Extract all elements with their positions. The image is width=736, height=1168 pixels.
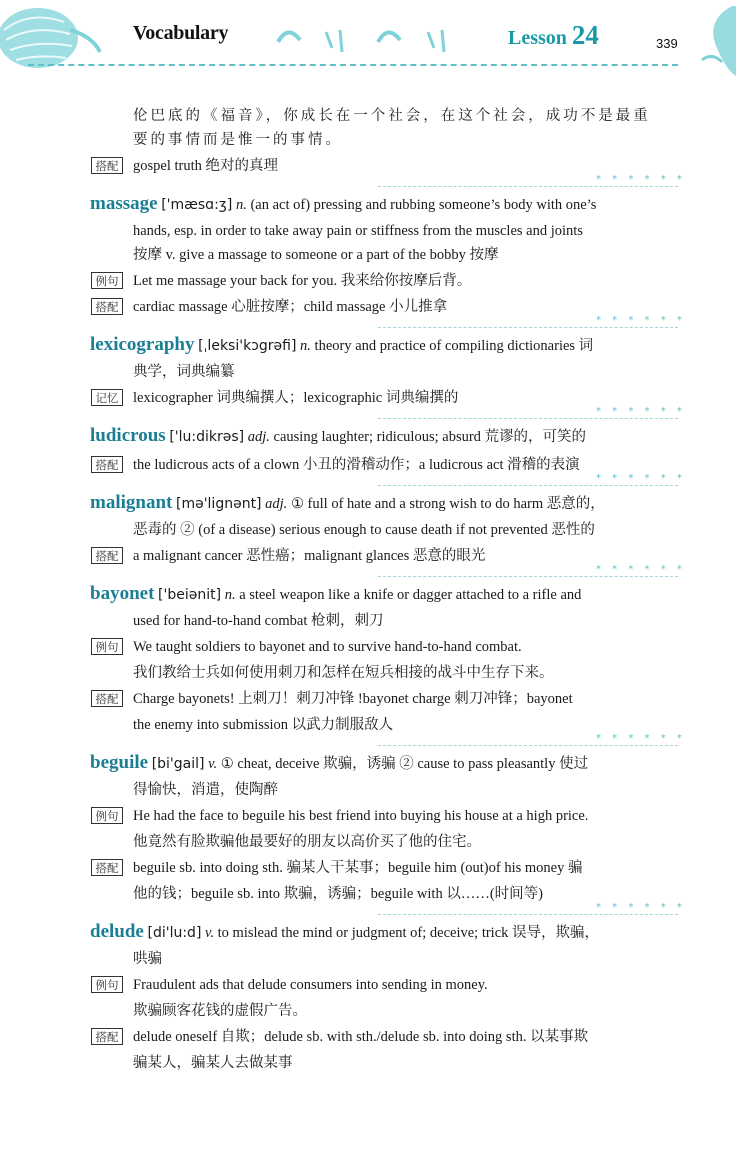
tag-badge: 记忆 [91, 389, 123, 406]
headword: massage [90, 193, 158, 214]
entry-separator [0, 176, 736, 192]
definition-text: theory and practice of compiling dictionaries 词 [314, 338, 594, 354]
example-row [0, 806, 736, 826]
dictionary-entry [0, 192, 736, 317]
tag-badge: 搭配 [91, 859, 123, 876]
entry-separator [0, 904, 736, 920]
entry-headline [0, 333, 736, 358]
entry-headline [0, 582, 736, 607]
headword: delude [90, 921, 144, 942]
definition-text: causing laughter; ridiculous; absurd 荒谬的，可笑的 [273, 429, 587, 445]
example-text: He had the face to beguile his best friend into buying his house at a high price. [133, 808, 589, 824]
entry-headline [0, 491, 736, 516]
entry-headline [0, 192, 736, 217]
dictionary-entry [0, 491, 736, 566]
header-divider [28, 64, 678, 66]
tag-badge: 搭配 [91, 1028, 123, 1045]
collocation-text: gospel truth 绝对的真理 [133, 158, 278, 174]
definition-text: a steel weapon like a knife or dagger attached to a rifle and [239, 587, 582, 603]
separator-rule [378, 418, 678, 419]
separator-rule [378, 485, 678, 486]
pronunciation: ['lu:dikrəs] [169, 429, 245, 445]
example-text: a malignant cancer 恶性癌；malignant glances 恶意的眼光 [133, 548, 486, 564]
tag-badge: 搭配 [91, 456, 123, 473]
example-row [0, 1027, 736, 1047]
pronunciation: [di'lu:d] [147, 925, 202, 941]
lesson-number: 24 [571, 20, 599, 50]
example-text: beguile sb. into doing sth. 骗某人干某事；beguile him (out)of his money 骗 [133, 860, 583, 876]
separator-stars: * * * * * * [596, 406, 686, 417]
part-of-speech: n. [235, 197, 247, 213]
example-row [0, 637, 736, 657]
wave-decoration-icon [270, 18, 470, 58]
definition-line: used for hand-to-hand combat 枪刺，刺刀 [133, 613, 384, 629]
example-text: Let me massage your back for you. 我来给你按摩后背。 [133, 273, 472, 289]
tag-badge: 例句 [91, 807, 123, 824]
separator-stars: * * * * * * [596, 902, 686, 913]
tag-badge: 搭配 [91, 298, 123, 315]
tag-badge: 搭配 [91, 547, 123, 564]
separator-rule [378, 745, 678, 746]
part-of-speech: v. [205, 925, 215, 941]
example-continuation [0, 1001, 736, 1021]
pronunciation: [ˌleksi'kɔgrəfi] [198, 338, 297, 354]
example-text: 他竟然有脸欺骗他最要好的朋友以高价买了他的住宅。 [133, 834, 481, 850]
dictionary-entry [0, 424, 736, 475]
definition-text: ① full of hate and a strong wish to do harm 恶意的， [290, 496, 605, 512]
tag-badge: 例句 [91, 638, 123, 655]
example-text: 他的钱；beguile sb. into 欺骗，诱骗；beguile with 以……(时间等) [133, 886, 543, 902]
definition-line: 恶毒的 ② (of a disease) serious enough to cause death if not prevented 恶性的 [133, 522, 595, 538]
collocation-row [0, 156, 736, 176]
entry-separator [0, 408, 736, 424]
entry-headline [0, 751, 736, 776]
headword: beguile [90, 752, 149, 773]
example-row [0, 689, 736, 709]
pronunciation: ['beiənit] [158, 587, 222, 603]
page-number: 339 [656, 36, 678, 51]
definition-line: hands, esp. in order to take away pain or stiffness from the muscles and joints [133, 223, 583, 239]
part-of-speech: n. [300, 338, 311, 354]
definition-text: to mislead the mind or judgment of; deceive; trick 误导，欺骗， [217, 925, 600, 941]
example-text: We taught soldiers to bayonet and to survive hand-to-hand combat. [133, 639, 522, 655]
dictionary-entry [0, 582, 736, 735]
tag-badge: 例句 [91, 976, 123, 993]
pronunciation: [bi'gail] [151, 756, 205, 772]
example-row [0, 388, 736, 408]
definition-text: ① cheat, deceive 欺骗，诱骗 ② cause to pass pleasantly 使过 [220, 756, 589, 772]
dictionary-entry [0, 751, 736, 904]
dictionary-entry [0, 333, 736, 408]
headword: bayonet [90, 583, 155, 604]
separator-rule [378, 576, 678, 577]
definition-line: 典学，词典编纂 [133, 364, 235, 380]
separator-rule [378, 186, 678, 187]
intro-line: 要的事情而是惟一的事情。 [133, 132, 343, 148]
separator-stars: * * * * * * [596, 733, 686, 744]
example-text: the ludicrous acts of a clown 小丑的滑稽动作；a ludicrous act 滑稽的表演 [133, 457, 580, 473]
separator-rule [378, 914, 678, 915]
example-row [0, 546, 736, 566]
example-text: 我们教给士兵如何使用刺刀和怎样在短兵相接的战斗中生存下来。 [133, 665, 554, 681]
leaf-decoration-icon [676, 0, 736, 80]
example-text: lexicographer 词典编撰人；lexicographic 词典编撰的 [133, 390, 459, 406]
example-text: cardiac massage 心脏按摩；child massage 小儿推拿 [133, 299, 448, 315]
entry-headline [0, 424, 736, 449]
example-row [0, 975, 736, 995]
entry-separator [0, 735, 736, 751]
lesson-title [508, 20, 599, 51]
entry-separator [0, 475, 736, 491]
example-row [0, 858, 736, 878]
example-text: 欺骗顾客花钱的虚假广告。 [133, 1003, 307, 1019]
tag-badge: 搭配 [91, 157, 123, 174]
page-header [0, 0, 736, 90]
entry-headline [0, 920, 736, 945]
headword: malignant [90, 492, 173, 513]
separator-stars: * * * * * * [596, 315, 686, 326]
example-text: 骗某人，骗某人去做某事 [133, 1055, 293, 1071]
example-continuation [0, 663, 736, 683]
example-continuation [0, 832, 736, 852]
headword: lexicography [90, 334, 195, 355]
headword: ludicrous [90, 425, 166, 446]
example-text: delude oneself 自欺；delude sb. with sth./delude sb. into doing sth. 以某事欺 [133, 1029, 589, 1045]
tag-badge: 例句 [91, 272, 123, 289]
definition-line: 哄骗 [133, 951, 162, 967]
example-row [0, 455, 736, 475]
separator-stars: * * * * * * [596, 473, 686, 484]
vocabulary-list [0, 106, 736, 1073]
example-continuation [0, 884, 736, 904]
example-row [0, 271, 736, 291]
part-of-speech: n. [224, 587, 236, 603]
example-row [0, 297, 736, 317]
separator-stars: * * * * * * [596, 564, 686, 575]
example-continuation [0, 715, 736, 735]
shell-decoration-icon [0, 0, 110, 80]
separator-rule [378, 327, 678, 328]
entry-separator [0, 317, 736, 333]
intro-line: 伦巴底的《福音》，你成长在一个社会，在这个社会，成功不是最重 [133, 108, 651, 124]
separator-stars: * * * * * * [596, 174, 686, 185]
definition-line: 按摩 v. give a massage to someone or a part of the bobby 按摩 [133, 247, 499, 263]
entry-separator [0, 566, 736, 582]
part-of-speech: adj. [247, 429, 270, 445]
pronunciation: ['mæsɑ:ʒ] [161, 197, 233, 213]
example-text: Fraudulent ads that delude consumers into sending in money. [133, 977, 488, 993]
example-text: Charge bayonets! 上刺刀！刺刀冲锋 !bayonet charge 刺刀冲锋；bayonet [133, 691, 573, 707]
example-text: the enemy into submission 以武力制服敌人 [133, 717, 394, 733]
definition-text: (an act of) pressing and rubbing someone’s body with one’s [250, 197, 597, 213]
example-continuation [0, 1053, 736, 1073]
definition-line: 得愉快，消遣，使陶醉 [133, 782, 278, 798]
part-of-speech: adj. [265, 496, 288, 512]
lesson-label: Lesson [508, 27, 567, 49]
section-title: Vocabulary [133, 22, 229, 44]
part-of-speech: v. [208, 756, 218, 772]
pronunciation: [mə'lignənt] [175, 496, 262, 512]
tag-badge: 搭配 [91, 690, 123, 707]
dictionary-entry [0, 920, 736, 1073]
